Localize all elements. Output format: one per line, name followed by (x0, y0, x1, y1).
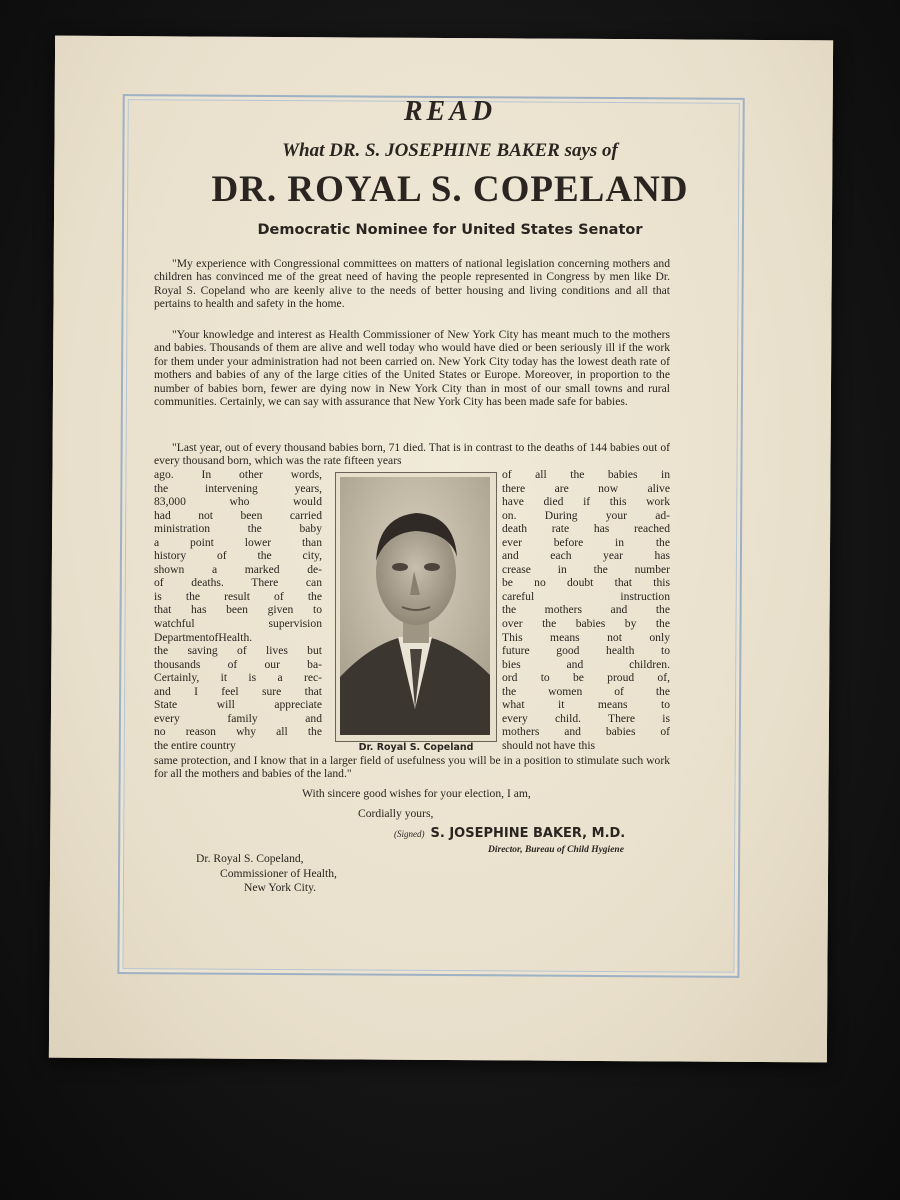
text-line: no reason why all the (154, 725, 322, 739)
text-line: a point lower than (154, 535, 322, 549)
text-line: every family and (154, 711, 322, 725)
text-line: that has been given to (154, 603, 322, 617)
text-line: and I feel sure that (154, 684, 322, 698)
text-line: the saving of lives but (154, 644, 322, 658)
address-line: New York City. (244, 881, 317, 894)
photo-caption: Dr. Royal S. Copeland (358, 742, 474, 753)
text-line: history of the city, (154, 549, 322, 563)
letter-paragraph-3: "Last year, out of every thousand babies born, 71 died. That is in contrast to the deaths of 144 babies out of every thousand born, which was the rate fifteen years (154, 441, 670, 468)
text-line: have died if this work (502, 495, 670, 509)
text-line: DepartmentofHealth. (154, 630, 253, 644)
text-line: of deaths. There can (154, 576, 322, 590)
text-line: State will appreciate (154, 698, 322, 712)
text-line: the entire country (154, 738, 236, 752)
portrait-image (340, 477, 490, 735)
text-line: ever before in the (502, 535, 670, 549)
text-line: is the result of the (154, 589, 322, 603)
text-line: and each year has (502, 549, 670, 563)
text-line: ord to be proud of, (502, 671, 670, 685)
text-line: crease in the number (502, 562, 670, 576)
letter-paragraph-2: "Your knowledge and interest as Health Commissioner of New York City has meant much to the mothers and babies. Thousands of them are alive and well today who would have died or been seriously ill if the work for them under your administration had not been carried on. New York City today has the lowest death rate of mothers and babies of any of the large cities of the United States or Europe. Moreover, in proportion to the number of babies born, fewer are dying now in New York City than in most of our small towns and rural communities. Certainly, we can say with assurance that New York City has been made safe for babies. (154, 328, 670, 409)
text-line: the women of the (502, 684, 670, 698)
closing-line: With sincere good wishes for your election, I am, (302, 787, 531, 800)
text-line: shown a marked de- (154, 562, 322, 576)
text-column-left (154, 468, 322, 752)
text-line: thousands of our ba- (154, 657, 322, 671)
text-line: what it means to (502, 698, 670, 712)
cordially-line: Cordially yours, (358, 807, 434, 820)
text-line: watchful supervision (154, 617, 322, 631)
portrait-drawing (340, 477, 490, 735)
text-line: ministration the baby (154, 522, 322, 536)
text-line: the intervening years, (154, 481, 322, 495)
text-line: death rate has reached (502, 522, 670, 536)
text-line: had not been carried (154, 508, 322, 522)
address-line: Dr. Royal S. Copeland, (196, 852, 304, 865)
text-line: over the babies by the (502, 617, 670, 631)
text-line: the mothers and the (502, 603, 670, 617)
portrait-photo (335, 472, 497, 742)
text-line: 83,000 who would (154, 495, 322, 509)
nominee-line: Democratic Nominee for United States Senator (257, 222, 643, 238)
signed-label: (Signed) (394, 829, 425, 839)
text-line: every child. There is (502, 711, 670, 725)
text-line: Certainly, it is a rec- (154, 671, 322, 685)
recipient-address (196, 852, 337, 896)
text-line: This means not only (502, 630, 670, 644)
text-line: on. During your ad- (502, 508, 670, 522)
text-line: should not have this (502, 738, 596, 752)
text-line: be no doubt that this (502, 576, 670, 590)
text-line: careful instruction (502, 589, 670, 603)
page-title: DR. ROYAL S. COPELAND (211, 169, 689, 210)
text-column-right (502, 468, 670, 752)
letter-paragraph-4: same protection, and I know that in a larger field of usefulness you will be in a position to stimulate such work for all the mothers and babies of the land." (154, 754, 670, 781)
text-line: future good health to (502, 644, 670, 658)
text-line: of all the babies in (502, 468, 670, 481)
signature (394, 826, 625, 841)
text-line: there are now alive (502, 481, 670, 495)
letter-paragraph-1: "My experience with Congressional committees on matters of national legislation concerning mothers and children has convinced me of the great need of having the people represented in Congress by men like Dr. Royal S. Copeland who are keenly alive to the needs of better housing and living conditions and all that pertains to health and safety in the home. (154, 257, 670, 311)
signer-name: S. JOSEPHINE BAKER, M.D. (430, 826, 626, 841)
address-line: Commissioner of Health, (220, 866, 337, 880)
text-line: mothers and babies of (502, 725, 670, 739)
read-heading: READ (403, 96, 497, 127)
subheading: What DR. S. JOSEPHINE BAKER says of (282, 140, 618, 161)
text-line: ago. In other words, (154, 468, 322, 481)
signer-title: Director, Bureau of Child Hygiene (488, 845, 624, 855)
text-line: bies and children. (502, 657, 670, 671)
